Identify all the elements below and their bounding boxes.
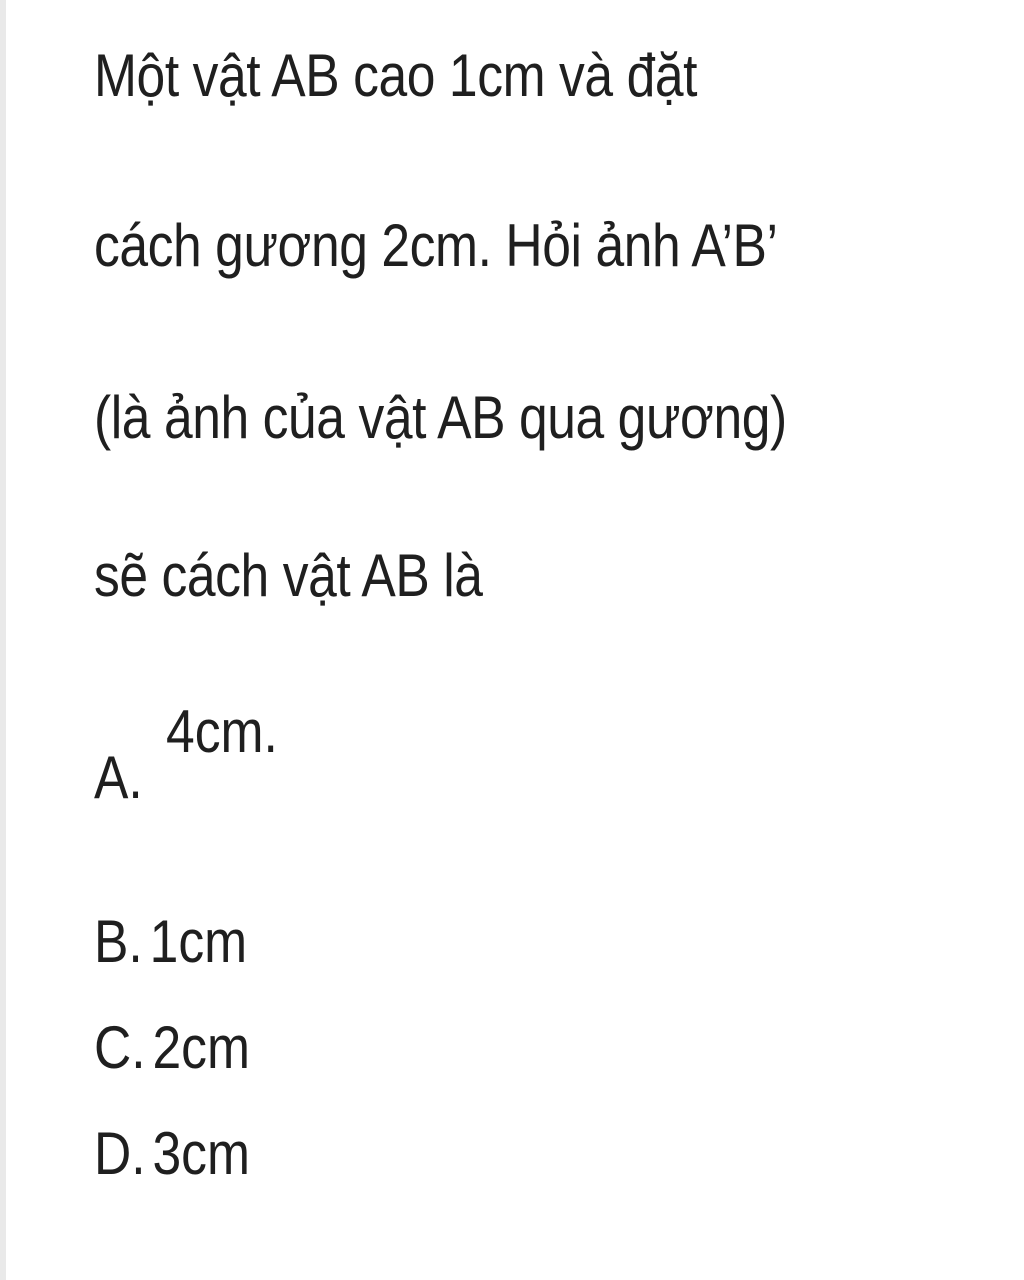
option-c[interactable] xyxy=(94,1010,250,1086)
question-line-4: sẽ cách vật AB là xyxy=(94,542,483,609)
question-line-1: Một vật AB cao 1cm và đặt xyxy=(94,42,698,109)
left-edge-divider xyxy=(0,0,6,1280)
option-c-letter: C. xyxy=(94,1014,146,1081)
option-b[interactable] xyxy=(94,904,247,980)
option-c-text: 2cm xyxy=(152,1014,250,1081)
option-b-text: 1cm xyxy=(149,908,248,975)
option-d[interactable] xyxy=(94,1116,250,1192)
question-line-2: cách gương 2cm. Hỏi ảnh A’B’ xyxy=(94,212,778,279)
option-d-text: 3cm xyxy=(152,1120,250,1187)
option-a-letter: A. xyxy=(94,744,143,811)
option-d-letter: D. xyxy=(94,1120,146,1187)
question-line-3: (là ảnh của vật AB qua gương) xyxy=(94,384,787,451)
option-b-letter: B. xyxy=(94,908,143,975)
option-a[interactable] xyxy=(94,690,494,820)
option-a-text: 4cm. xyxy=(166,698,278,765)
